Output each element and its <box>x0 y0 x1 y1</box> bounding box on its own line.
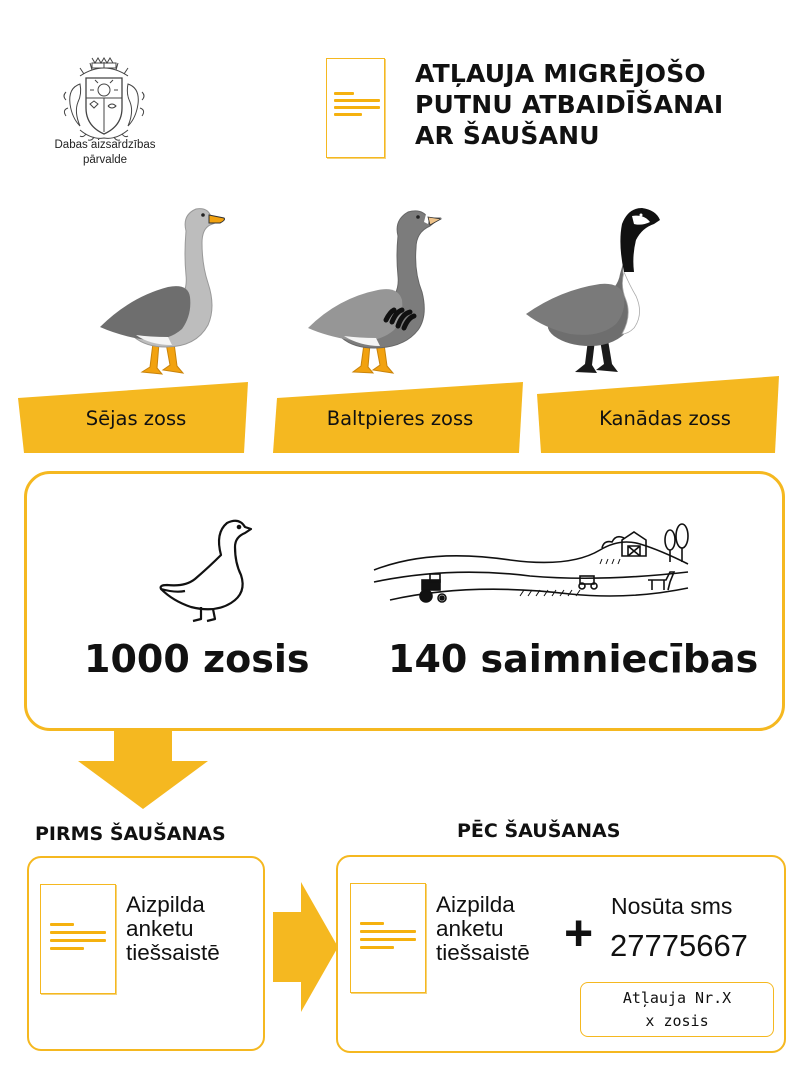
banner-white-fronted-goose <box>273 380 523 455</box>
stat-farms: 140 saimniecības <box>388 637 759 681</box>
sms-text-line2: x zosis <box>645 1012 709 1030</box>
after-text-line2: anketu <box>436 916 504 941</box>
document-icon <box>350 883 426 993</box>
label-canada-goose: Kanādas zoss <box>599 407 731 430</box>
org-name-line2: pārvalde <box>82 154 128 166</box>
banner-bean-goose <box>18 380 248 455</box>
label-bean-goose: Sējas zoss <box>85 407 187 430</box>
before-text-line1: Aizpilda <box>126 892 205 917</box>
after-text <box>436 893 530 965</box>
title-line3: AR ŠAUŠANU <box>415 121 600 150</box>
label-white-fronted-goose: Baltpieres zoss <box>326 407 474 430</box>
arrow-right-icon <box>273 882 338 1012</box>
sms-label: Nosūta sms <box>611 893 733 919</box>
stat-geese: 1000 zosis <box>84 637 310 681</box>
after-text-line3: tiešsaistē <box>436 940 530 965</box>
sms-number: 27775667 <box>610 928 748 963</box>
after-text-line1: Aizpilda <box>436 892 515 917</box>
org-name <box>30 138 180 168</box>
banner-canada-goose <box>537 376 779 453</box>
sms-text-line1: Atļauja Nr.X <box>622 989 732 1007</box>
arrow-down-icon <box>78 731 208 811</box>
white-fronted-goose-icon <box>300 198 450 383</box>
farmland-icon <box>370 520 705 620</box>
goose-outline-icon <box>155 515 255 625</box>
after-heading: PĒC ŠAUŠANAS <box>457 820 621 842</box>
title-line2: PUTNU ATBAIDĪŠANAI <box>415 90 724 119</box>
before-text-line2: anketu <box>126 916 194 941</box>
document-icon <box>40 884 116 994</box>
before-text-line3: tiešsaistē <box>126 940 220 965</box>
title-line1: ATĻAUJA MIGRĒJOŠO <box>415 59 706 88</box>
before-heading: PIRMS ŠAUŠANAS <box>35 823 226 845</box>
canada-goose-icon <box>520 200 670 380</box>
document-icon <box>326 58 385 158</box>
org-name-line1: Dabas aizsardzības <box>54 139 156 151</box>
bean-goose-icon <box>90 195 240 385</box>
plus-icon: + <box>564 905 594 961</box>
page-title <box>415 58 795 151</box>
sms-text-box <box>580 982 774 1037</box>
before-text <box>126 893 220 965</box>
